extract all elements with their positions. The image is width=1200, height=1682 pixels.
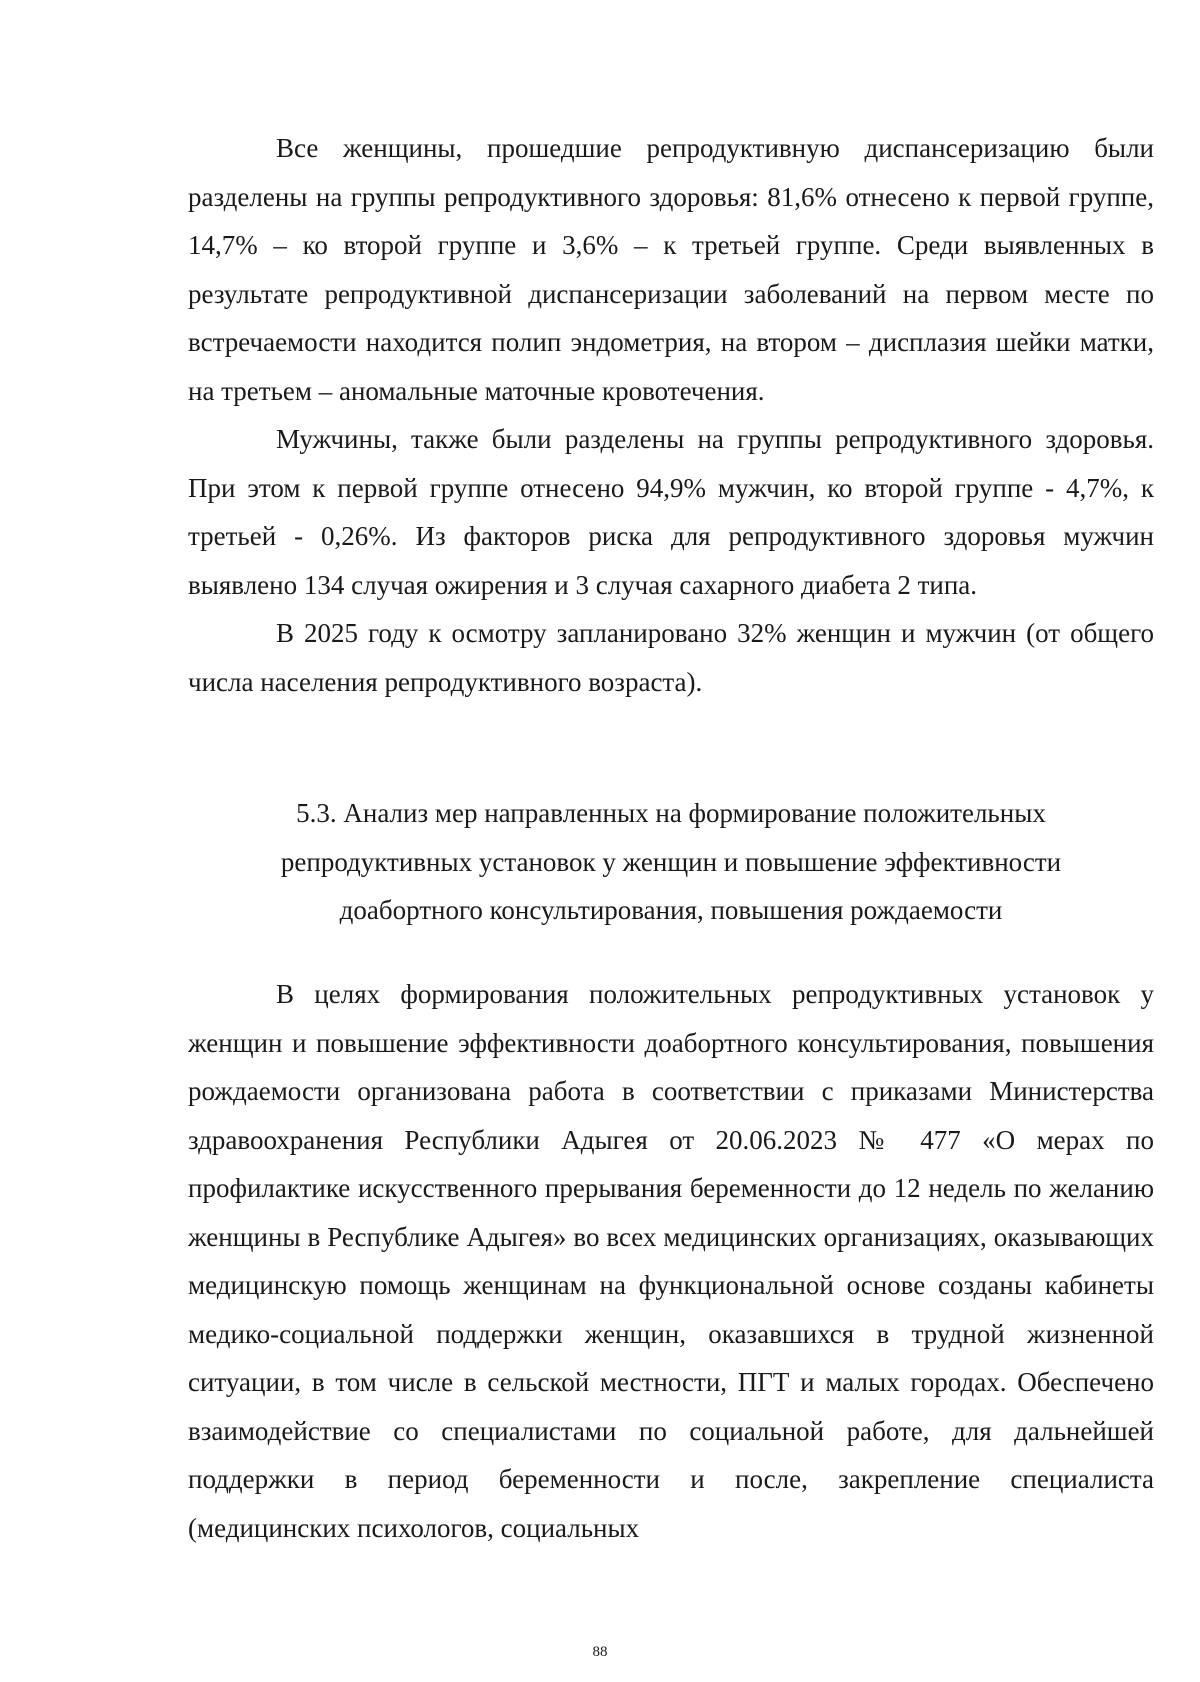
section-heading — [188, 789, 1154, 935]
paragraph-measures: В целях формирования положительных репродуктивных установок у женщин и повышение эффективности доабортного консультирования, повышения рождаемости организована работа в соответствии с приказами Министерства здравоохранения Республики Адыгея от 20.06.2023 № 477 «О мерах по профилактике искусственного прерывания беременности до 12 недель по желанию женщины в Республике Адыгея» во всех медицинских организациях, оказывающих медицинскую помощь женщинам на функциональной основе созданы кабинеты медико-социальной поддержки женщин, оказавшихся в трудной жизненной ситуации, в том числе в сельской местности, ПГТ и малых городах. Обеспечено взаимодействие со специалистами по социальной работе, для дальнейшей поддержки в период беременности и после, закрепление специалиста (медицинских психологов, социальных — [188, 979, 1154, 1543]
page-number: 88 — [592, 1644, 608, 1660]
heading-line-1: 5.3. Анализ мер направленных на формирование положительных — [296, 798, 1046, 828]
paragraph-reproductive-groups-women: Все женщины, прошедшие репродуктивную диспансеризацию были разделены на группы репродуктивного здоровья: 81,6% отнесено к первой группе, 14,7% – ко второй группе и 3,6% – к третьей группе. Среди выявленных в результате репродуктивной диспансеризации заболеваний на первом месте по встречаемости находится полип эндометрия, на втором – дисплазия шейки матки, на третьем – аномальные маточные кровотечения. — [188, 133, 1154, 406]
heading-line-2: репродуктивных установок у женщин и повышение эффективности — [280, 846, 1062, 877]
body-text-section-2 — [188, 970, 1154, 1552]
heading-line-3: доабортного консультирования, повышения рождаемости — [339, 895, 1003, 925]
body-text-section-1 — [188, 124, 1154, 706]
paragraph-2025-plan: В 2025 году к осмотру запланировано 32% женщин и мужчин (от общего числа населения репродуктивного возраста). — [188, 618, 1154, 697]
paragraph-reproductive-groups-men: Мужчины, также были разделены на группы репродуктивного здоровья. При этом к первой группе отнесено 94,9% мужчин, ко второй группе - 4,7%, к третьей - 0,26%. Из факторов риска для репродуктивного здоровья мужчин выявлено 134 случая ожирения и 3 случая сахарного диабета 2 типа. — [188, 424, 1154, 600]
